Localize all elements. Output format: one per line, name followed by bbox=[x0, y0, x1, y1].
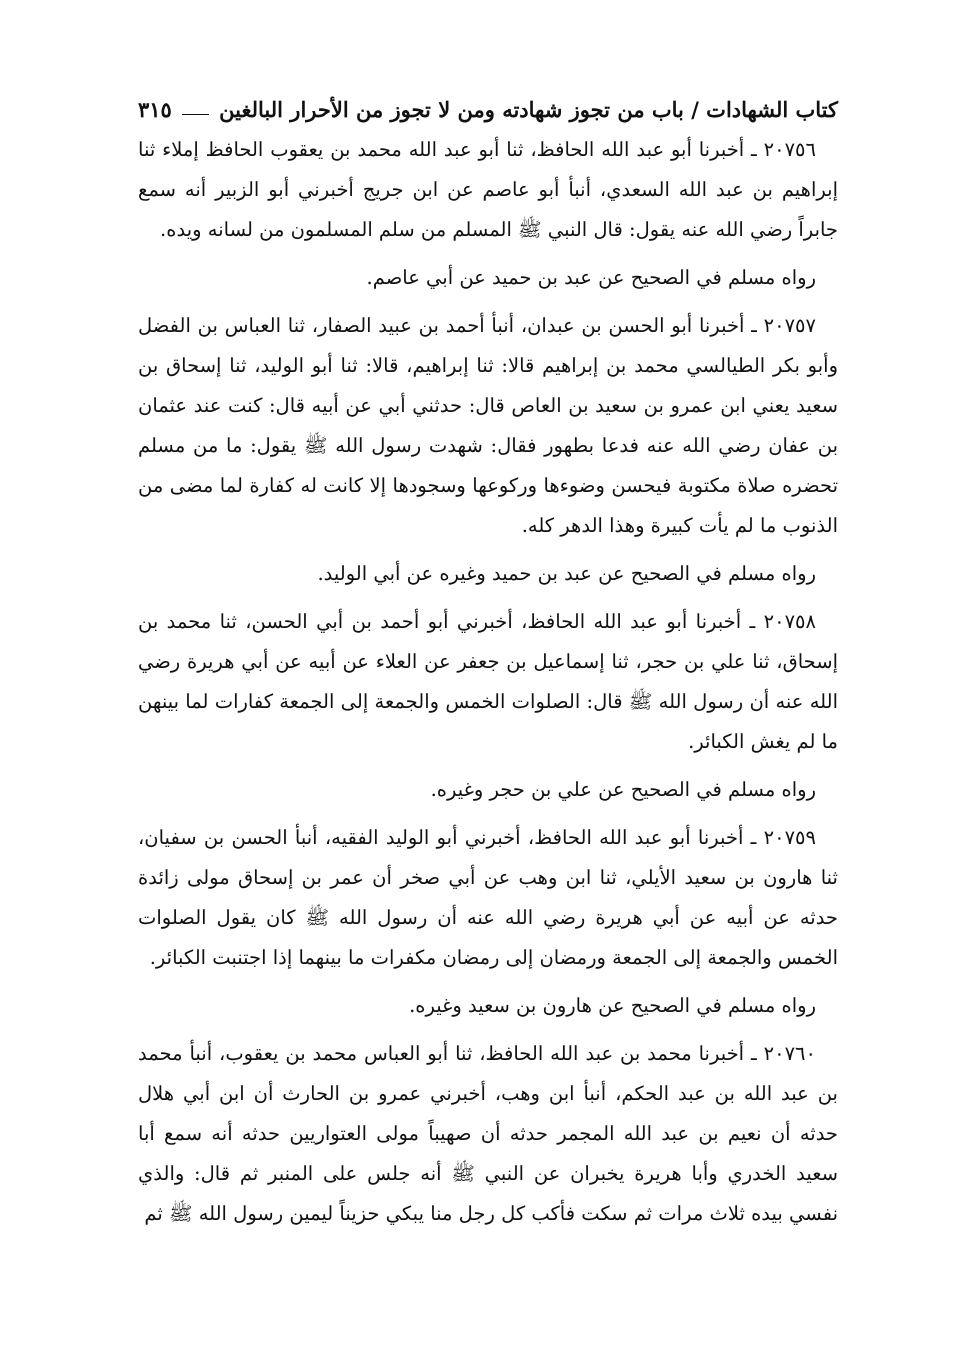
hadith-20759: ٢٠٧٥٩ ـ أخبرنا أبو عبد الله الحافظ، أخبرني أبو الوليد الفقيه، أنبأ الحسن بن سفيان، ثنا هارون بن سعيد الأيلي، ثنا ابن وهب عن أبي صخر أن عمر بن إسحاق مولى زائدة حدثه عن أبيه عن أبي هريرة رضي الله عنه أن رسول الله ﷺ كان يقول الصلوات الخمس والجمعة إلى الجمعة ورمضان إلى رمضان مكفرات ما بينهما إذا اجتنبت الكبائر. bbox=[138, 826, 838, 969]
hadith-20758: ٢٠٧٥٨ ـ أخبرنا أبو عبد الله الحافظ، أخبرني أبو أحمد بن أبي الحسن، ثنا محمد بن إسحاق، ثنا علي بن حجر، ثنا إسماعيل بن جعفر عن العلاء عن أبيه عن أبي هريرة رضي الله عنه أن رسول الله ﷺ قال: الصلوات الخمس والجمعة إلى الجمعة كفارات لما بينهن ما لم يغش الكبائر. bbox=[138, 610, 838, 753]
running-header bbox=[138, 86, 838, 120]
page-number: ٣١٥ bbox=[138, 97, 172, 122]
narration-note-20757: رواه مسلم في الصحيح عن عبد بن حميد وغيره عن أبي الوليد. bbox=[317, 562, 816, 585]
narration-note-20758: رواه مسلم في الصحيح عن علي بن حجر وغيره. bbox=[430, 778, 816, 801]
header-rule bbox=[182, 114, 209, 115]
hadith-20757: ٢٠٧٥٧ ـ أخبرنا أبو الحسن بن عبدان، أنبأ أحمد بن عبيد الصفار، ثنا العباس بن الفضل وأبو بكر الطيالسي محمد بن إبراهيم قالا: ثنا إبراهيم، قالا: ثنا أبو الوليد، ثنا إسحاق بن سعيد يعني ابن عمرو بن سعيد بن العاص قال: حدثني أبي عن أبيه قال: كنت عند عثمان بن عفان رضي الله عنه فدعا بطهور فقال: شهدت رسول الله ﷺ يقول: ما من مسلم تحضره صلاة مكتوبة فيحسن وضوءها وركوعها وسجودها إلا كانت له كفارة لما مضى من الذنوب ما لم يأت كبيرة وهذا الدهر كله. bbox=[138, 314, 838, 537]
hadith-20760: ٢٠٧٦٠ ـ أخبرنا محمد بن عبد الله الحافظ، ثنا أبو العباس محمد بن يعقوب، أنبأ محمد بن عبد الله بن عبد الحكم، أنبأ ابن وهب، أخبرني عمرو بن الحارث أن ابن أبي هلال حدثه أن نعيم بن عبد الله المجمر حدثه أن صهيباً مولى العتواريين حدثه أنه سمع أبا سعيد الخدري وأبا هريرة يخبران عن النبي ﷺ أنه جلس على المنبر ثم قال: والذي نفسي بيده ثلاث مرات ثم سكت فأكب كل رجل منا يبكي حزيناً ليمين رسول الله ﷺ ثم bbox=[138, 1042, 838, 1225]
narration-note-20759: رواه مسلم في الصحيح عن هارون بن سعيد وغيره. bbox=[409, 994, 816, 1017]
header-title: كتاب الشهادات / باب من تجوز شهادته ومن لا تجوز من الأحرار البالغين bbox=[219, 97, 838, 122]
hadith-20756: ٢٠٧٥٦ ـ أخبرنا أبو عبد الله الحافظ، ثنا أبو عبد الله محمد بن يعقوب الحافظ إملاء ثنا إبراهيم بن عبد الله السعدي، أنبأ أبو عاصم عن ابن جريج أخبرني أبو الزبير أنه سمع جابراً رضي الله عنه يقول: قال النبي ﷺ المسلم من سلم المسلمون من لسانه ويده. bbox=[138, 138, 838, 241]
book-page bbox=[138, 86, 838, 1234]
page-body bbox=[138, 130, 838, 1234]
narration-note-20756: رواه مسلم في الصحيح عن عبد بن حميد عن أبي عاصم. bbox=[366, 266, 816, 289]
